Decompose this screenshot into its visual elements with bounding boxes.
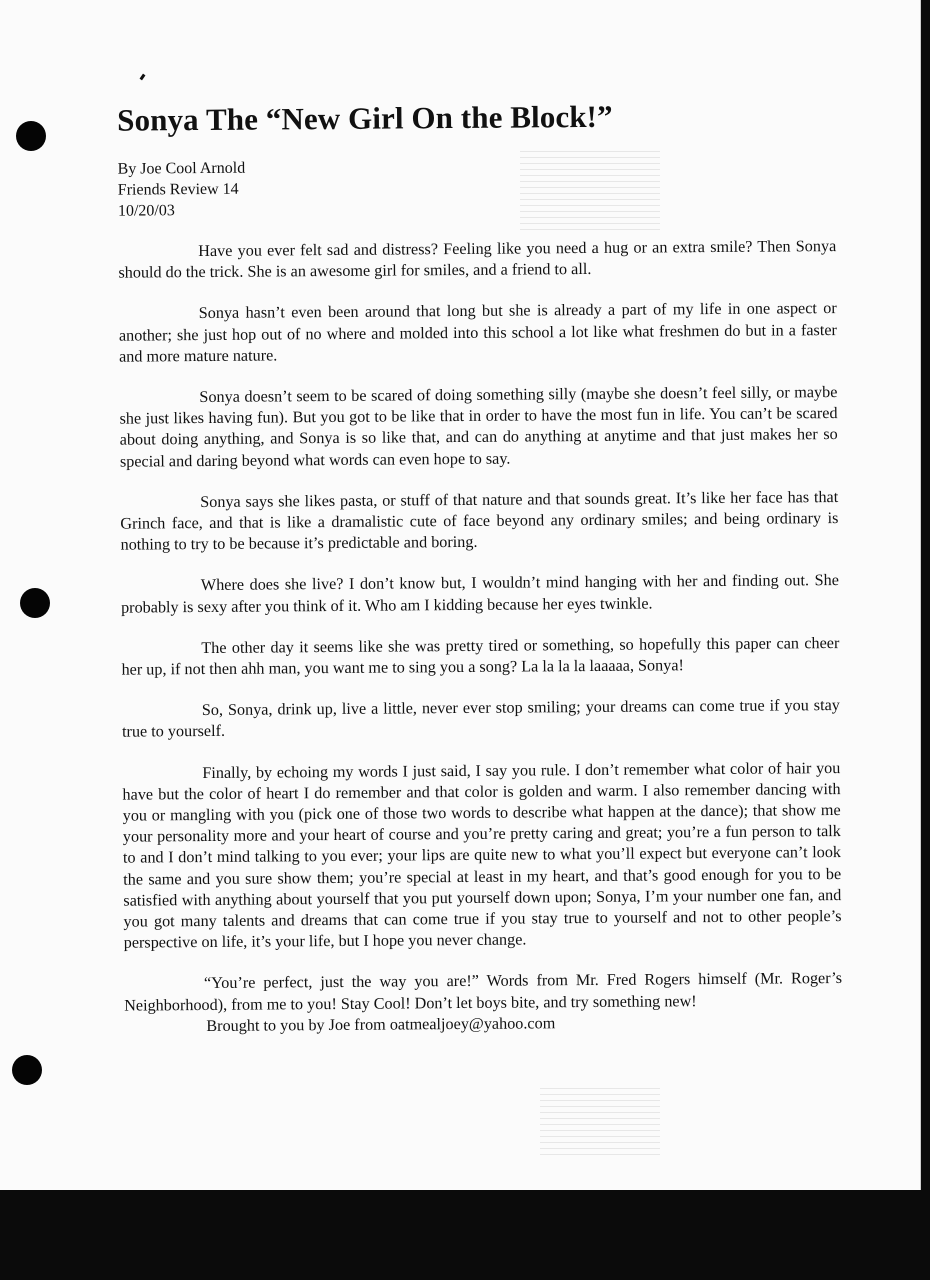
closing-quote: “You’re perfect, just the way you are!” Words from Mr. Fred Rogers himself (Mr. Roger’s Neighborhood), from me to you! Stay Cool! Don’t let boys bite, and try something new! bbox=[124, 969, 843, 1015]
scanner-background bbox=[0, 1190, 930, 1280]
paragraph: The other day it seems like she was pretty tired or something, so hopefully this paper can cheer her up, if not then ahh man, you want me to sing you a song? La la la la laaaaa, Sonya! bbox=[121, 633, 840, 679]
paragraph: So, Sonya, drink up, live a little, never ever stop smiling; your dreams can come true if you stay true to yourself. bbox=[121, 696, 840, 742]
paragraph: Sonya says she likes pasta, or stuff of that nature and that sounds great. It’s like her face has that Grinch face, and that is like a dramalistic cute of face beyond any ordinary smiles; and being ordinary is nothing to try to be because it’s predictable and boring. bbox=[120, 487, 839, 554]
article-title: Sonya The “New Girl On the Block!” bbox=[117, 98, 613, 138]
article-meta bbox=[118, 153, 836, 222]
publication: Friends Review 14 bbox=[117, 180, 239, 199]
paragraph: Have you ever felt sad and distress? Feeling like you need a hug or an extra smile? Then Sonya should do the trick. She is an awesome girl for smiles, and a friend to all. bbox=[118, 237, 837, 282]
paragraph: Finally, by echoing my words I just said, I say you rule. I don’t remember what color of hair you have but the color of heart I do remember and that color is golden and warm. I also remember dancing with you or mangling with you (pick one of those two words to describe what happen at the dance); that show me your personality more and your heart of course and you’re pretty caring and great; you’re a fun person to talk to and I don’t mind talking to you ever; your lips are quite new to what you’ll expect but everyone can’t look the same and you sure show them; you’re special at least in my heart, and that’s good enough for you to be satisfied with anything about yourself that you put yourself down upon; Sonya, I’m your number one fan, and you got many talents and dreams that can come true if you stay true to yourself and not to other people’s perspective on life, it’s your life, but I hope you never change. bbox=[122, 758, 842, 952]
paragraph: Sonya doesn’t seem to be scared of doing something silly (maybe she doesn’t feel silly, or maybe she just likes having fun). But you got to be like that in order to have the most fun in life. You can’t be scared about doing anything, and Sonya is so like that, and can do anything at anytime and that just makes her so special and daring beyond what words can even hope to say. bbox=[119, 383, 838, 471]
byline: By Joe Cool Arnold bbox=[117, 159, 246, 178]
article bbox=[117, 97, 842, 1038]
signoff: Brought to you by Joe from oatmealjoey@yahoo.com bbox=[206, 1014, 556, 1035]
date: 10/20/03 bbox=[117, 202, 175, 220]
paragraph: Sonya hasn’t even been around that long but she is already a part of my life in one aspect or another; she just hop out of no where and molded into this school a lot like what freshmen do but in a faster and more mature nature. bbox=[118, 299, 837, 366]
paragraph: Where does she live? I don’t know but, I wouldn’t mind hanging with her and finding out. She probably is sexy after you think of it. Who am I kidding because her eyes twinkle. bbox=[120, 571, 839, 617]
